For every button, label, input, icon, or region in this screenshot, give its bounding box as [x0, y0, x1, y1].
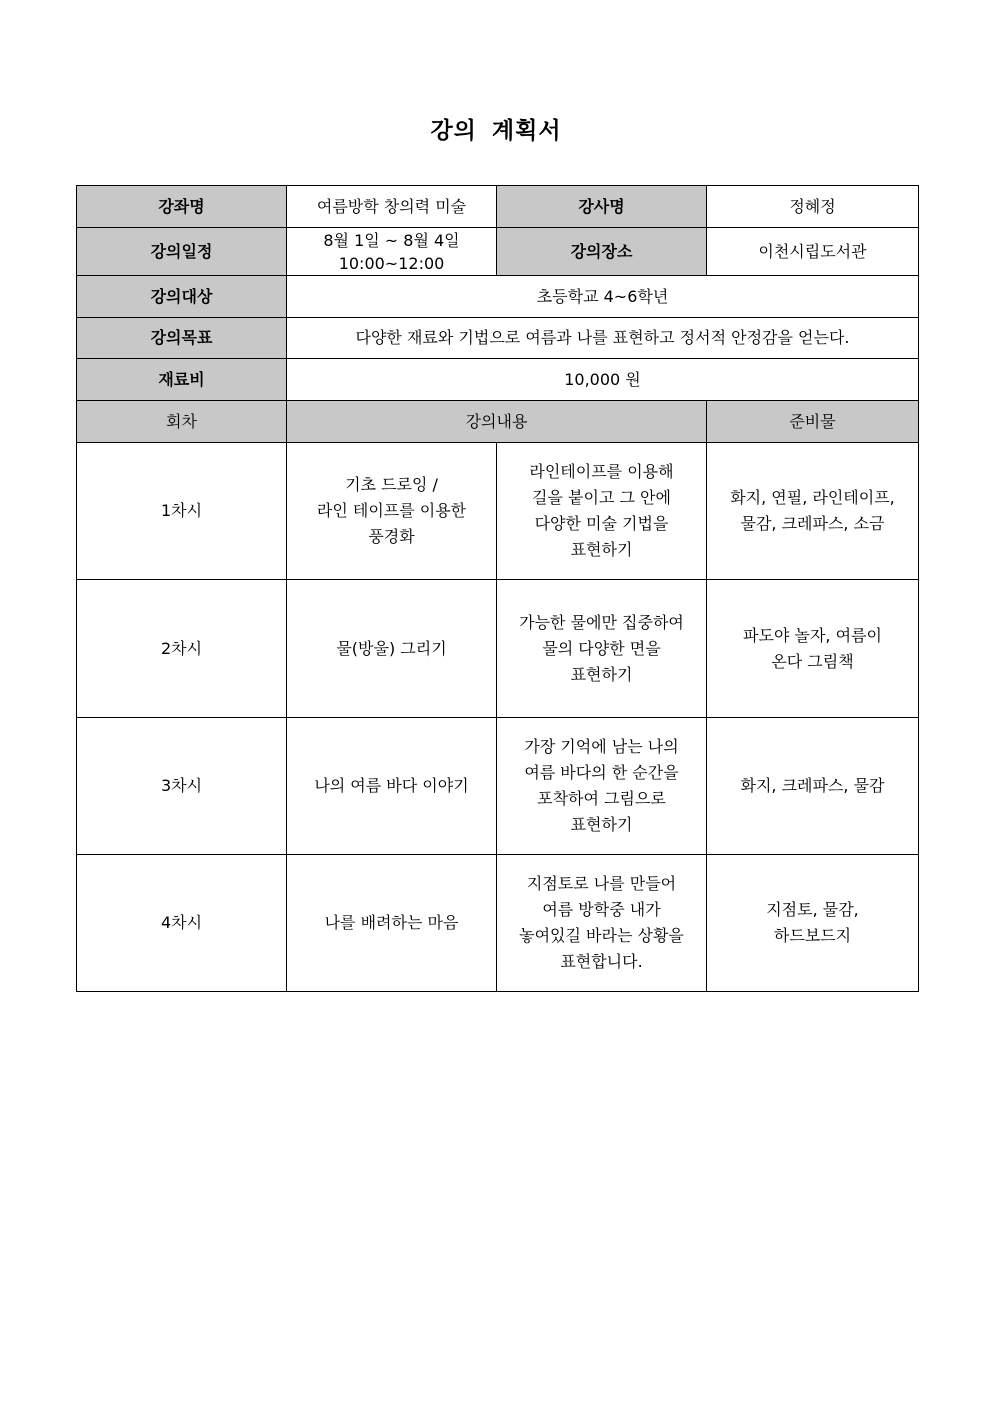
fee-row	[77, 359, 919, 401]
session-number: 4차시	[77, 855, 287, 992]
schedule-time: 10:00~12:00	[338, 253, 445, 273]
fee-label: 재료비	[77, 359, 287, 401]
course-row	[77, 186, 919, 228]
session-materials: 화지, 크레파스, 물감	[707, 718, 919, 855]
session-topic: 나를 배려하는 마음	[287, 855, 497, 992]
session-topic: 나의 여름 바다 이야기	[287, 718, 497, 855]
session-row	[77, 443, 919, 580]
session-topic: 기초 드로잉 / 라인 테이프를 이용한 풍경화	[287, 443, 497, 580]
lecture-plan-table	[76, 185, 919, 992]
schedule-dates: 8월 1일 ~ 8월 4일	[323, 230, 460, 250]
session-number: 3차시	[77, 718, 287, 855]
course-name-label: 강좌명	[77, 186, 287, 228]
session-topic: 물(방울) 그리기	[287, 580, 497, 718]
document-title: 강의 계획서	[430, 118, 562, 144]
session-materials: 화지, 연필, 라인테이프, 물감, 크레파스, 소금	[707, 443, 919, 580]
venue-label: 강의장소	[497, 228, 707, 276]
session-row	[77, 855, 919, 992]
venue-value: 이천시립도서관	[707, 228, 919, 276]
session-materials: 파도야 놀자, 여름이 온다 그림책	[707, 580, 919, 718]
content-column-header: 강의내용	[287, 401, 707, 443]
course-name-value: 여름방학 창의력 미술	[287, 186, 497, 228]
session-number: 2차시	[77, 580, 287, 718]
instructor-label: 강사명	[497, 186, 707, 228]
session-description: 가장 기억에 남는 나의 여름 바다의 한 순간을 포착하여 그림으로 표현하기	[497, 718, 707, 855]
target-label: 강의대상	[77, 276, 287, 318]
session-row	[77, 580, 919, 718]
session-number: 1차시	[77, 443, 287, 580]
schedule-label: 강의일정	[77, 228, 287, 276]
target-value: 초등학교 4~6학년	[287, 276, 919, 318]
session-description: 가능한 물에만 집중하여 물의 다양한 면을 표현하기	[497, 580, 707, 718]
session-description: 지점토로 나를 만들어 여름 방학중 내가 놓여있길 바라는 상황을 표현합니다.	[497, 855, 707, 992]
materials-column-header: 준비물	[707, 401, 919, 443]
session-row	[77, 718, 919, 855]
sessions-header-row	[77, 401, 919, 443]
goal-row	[77, 318, 919, 359]
instructor-value: 정혜정	[707, 186, 919, 228]
goal-value: 다양한 재료와 기법으로 여름과 나를 표현하고 정서적 안정감을 얻는다.	[287, 318, 919, 359]
session-description: 라인테이프를 이용해 길을 붙이고 그 안에 다양한 미술 기법을 표현하기	[497, 443, 707, 580]
fee-value: 10,000 원	[287, 359, 919, 401]
schedule-value	[287, 228, 497, 276]
goal-label: 강의목표	[77, 318, 287, 359]
session-materials: 지점토, 물감, 하드보드지	[707, 855, 919, 992]
session-column-header: 회차	[77, 401, 287, 443]
schedule-row	[77, 228, 919, 276]
target-row	[77, 276, 919, 318]
